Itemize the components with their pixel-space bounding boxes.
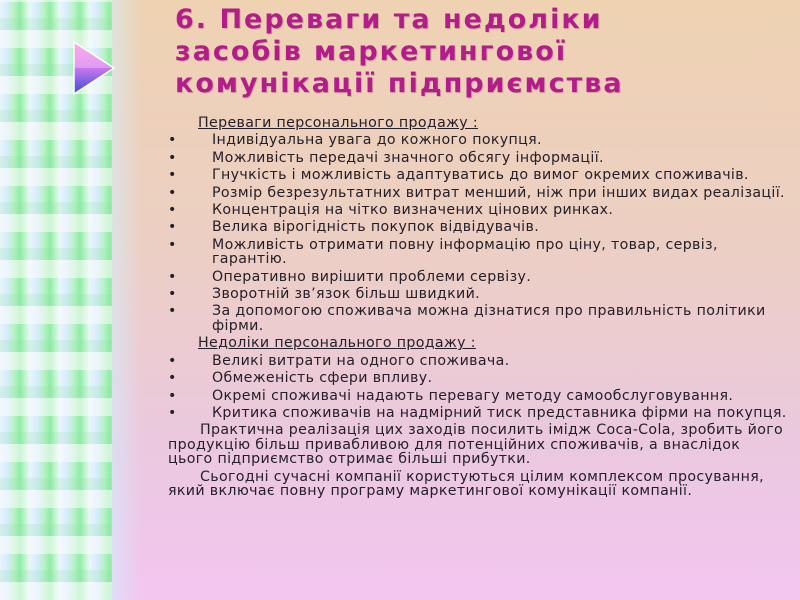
list-item [168,220,788,234]
bullet-marker: • [168,303,177,320]
advantages-heading: Переваги персонального продажу : [198,115,478,131]
bullet-marker: • [168,219,177,236]
bullet-marker: • [168,202,177,219]
list-item-text: Обмеженість сфери впливу. [212,370,433,387]
list-item [168,151,788,165]
list-item [168,304,788,333]
bullet-marker: • [168,236,177,253]
list-item-text: Велика вірогідність покупок відвідувачів. [212,219,540,236]
list-item-text: Оперативно вирішити проблеми сервізу. [212,268,532,285]
list-item-text: Індивідуальна увага до кожного покупця. [212,132,542,149]
list-item-text: Можливість отримати повну інформацію про ціну, товар, сервіз, гарантію. [212,236,718,268]
list-item [168,354,788,368]
list-item [168,203,788,217]
list-item [168,287,788,301]
list-item [168,406,788,420]
play-triangle-icon [70,40,116,96]
list-item-text: Можливість передачі значного обсягу інформації. [212,149,604,166]
bullet-marker: • [168,286,177,303]
bullet-marker: • [168,352,177,369]
list-item-text: Концентрація на чітко визначених цінових ринках. [212,202,614,219]
summary-paragraph: Сьогодні сучасні компанії користуються цілим комплексом просування, який включає повну програму маркетингової комунікації компанії. [168,468,765,499]
disadvantages-heading: Недоліки персонального продажу : [198,335,476,352]
advantages-list [168,133,788,333]
bullet-marker: • [168,268,177,285]
list-item [168,168,788,182]
list-item-text: Великі витрати на одного споживача. [212,352,510,369]
disadvantages-list [168,354,788,421]
list-item [168,371,788,385]
list-item [168,186,788,200]
list-item [168,270,788,284]
slide-content [168,116,788,501]
bullet-marker: • [168,149,177,166]
list-item-text: Гнучкість і можливість адаптуватись до вимог окремих споживачів. [212,167,749,184]
bullet-marker: • [168,184,177,201]
list-item-text: Окремі споживачі надають перевагу методу самообслуговування. [212,387,734,404]
list-item-text: Критика споживачів на надмірний тиск представника фірми на покупця. [212,404,787,421]
bullet-marker: • [168,370,177,387]
bullet-marker: • [168,387,177,404]
list-item-text: За допомогою споживача можна дізнатися про правильність політики фірми. [212,303,766,334]
slide-title: 6. Переваги та недоліки засобів маркетингової комунікації підприємства [175,4,624,99]
decorative-stripe-fade [112,0,142,600]
list-item [168,238,788,267]
list-item [168,133,788,147]
bullet-marker: • [168,404,177,421]
list-item-text: Зворотній зв’язок більш швидкий. [212,286,480,303]
bullet-marker: • [168,167,177,184]
list-item [168,389,788,403]
list-item-text: Розмір безрезультатних витрат менший, ніж при інших видах реалізації. [212,184,785,201]
bullet-marker: • [168,132,177,149]
conclusion-paragraph: Практична реалізація цих заходів посилить імідж Coca-Cola, зробить його продукцію більш привабливою для потенційних споживачів, а внаслідок цього підприємство отримає більші прибутки. [168,422,784,468]
